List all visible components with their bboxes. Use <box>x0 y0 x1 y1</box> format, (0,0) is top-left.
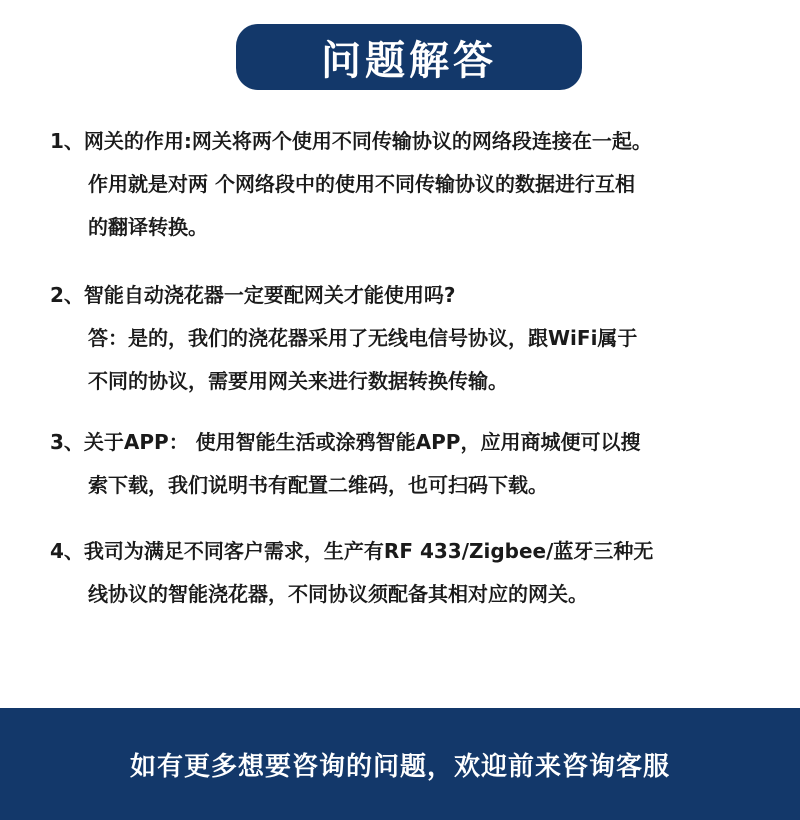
page-title: 问题解答 <box>321 37 497 84</box>
qa-1-line-1: 1、网关的作用:网关将两个使用不同传输协议的网络段连接在一起。 <box>50 129 652 153</box>
qa-4-line-1: 4、我司为满足不同客户需求，生产有RF 433/Zigbee/蓝牙三种无 <box>50 539 654 563</box>
qa-3-line-1: 3、关于APP： 使用智能生活或涂鸦智能APP，应用商城便可以搜 <box>50 430 641 454</box>
qa-2-line-3: 不同的协议，需要用网关来进行数据转换传输。 <box>88 369 508 393</box>
footer-banner <box>0 708 800 820</box>
qa-4-line-2: 线协议的智能浇花器，不同协议须配备其相对应的网关。 <box>88 582 588 606</box>
qa-2-line-2: 答：是的，我们的浇花器采用了无线电信号协议，跟WiFi属于 <box>88 326 638 350</box>
qa-1-line-3: 的翻译转换。 <box>88 215 208 239</box>
qa-3-line-2: 索下载，我们说明书有配置二维码，也可扫码下载。 <box>88 473 548 497</box>
footer-text: 如有更多想要咨询的问题，欢迎前来咨询客服 <box>129 751 670 782</box>
qa-1-line-2: 作用就是对两 个网络段中的使用不同传输协议的数据进行互相 <box>88 172 635 196</box>
title-banner <box>236 24 582 90</box>
qa-2-line-1: 2、智能自动浇花器一定要配网关才能使用吗? <box>50 283 456 307</box>
